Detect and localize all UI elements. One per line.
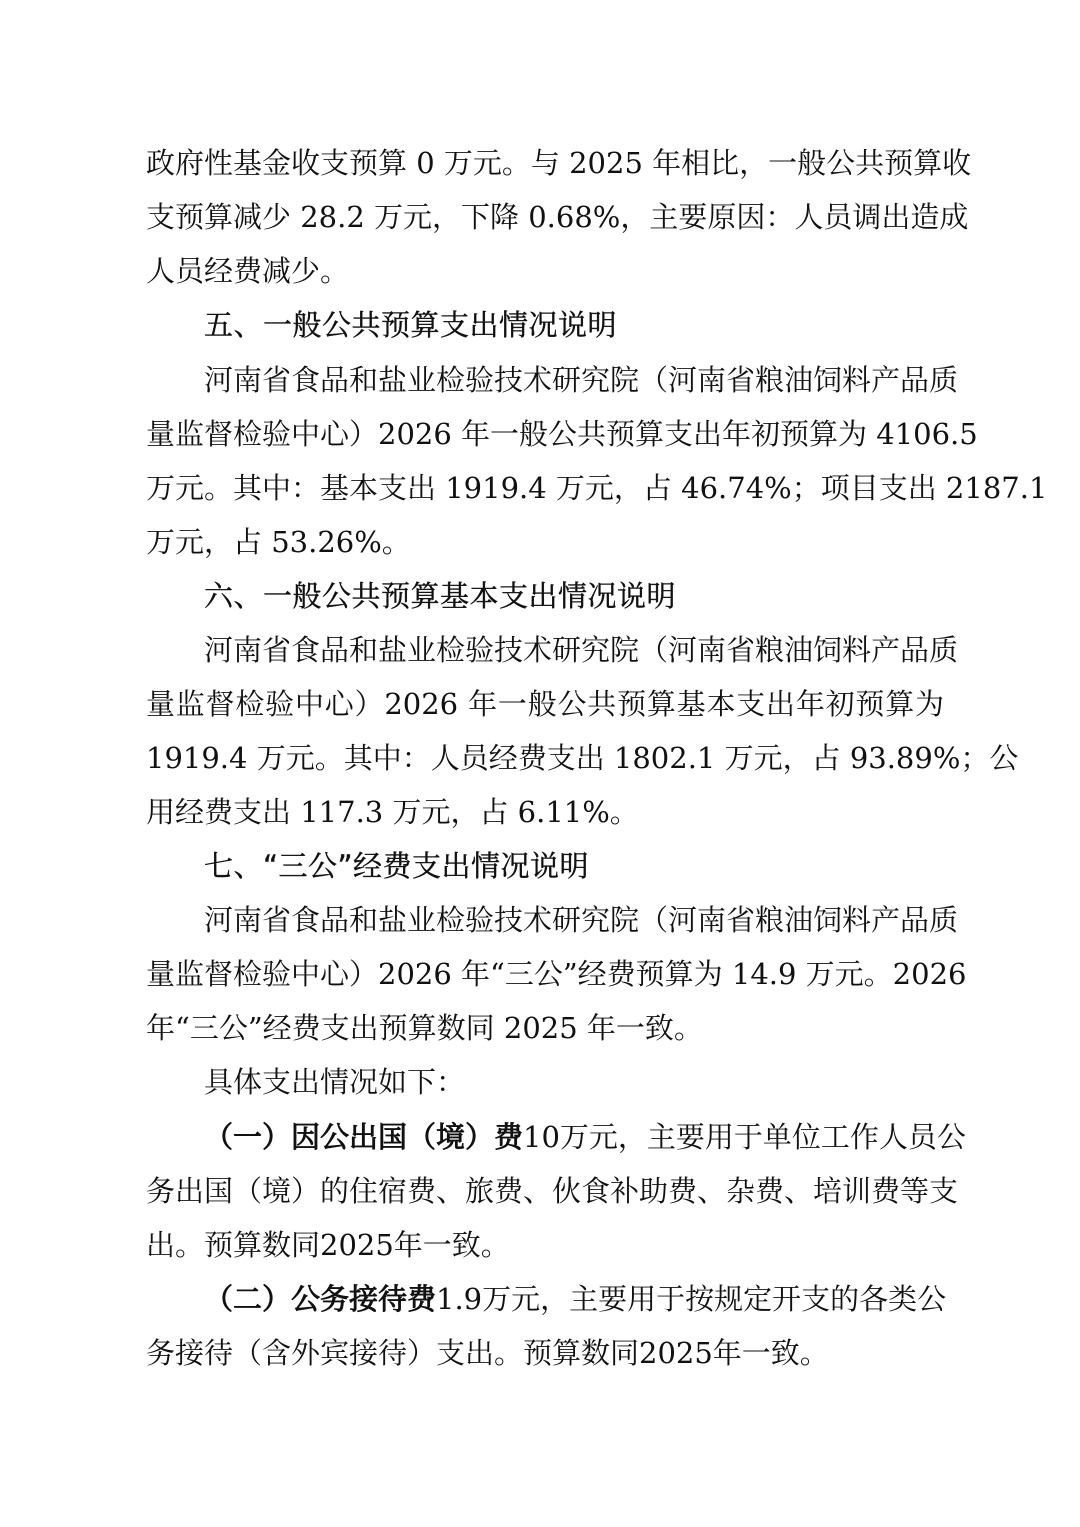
- paragraph-line: 政府性基金收支预算 0 万元。与 2025 年相比，一般公共预算收: [146, 146, 972, 180]
- section-heading-5: 五、一般公共预算支出情况说明: [204, 308, 618, 342]
- paragraph-line: 1919.4 万元。其中：人员经费支出 1802.1 万元，占 93.89%；公: [146, 741, 1019, 775]
- paragraph-line: 务接待（含外宾接待）支出。预算数同2025年一致。: [146, 1336, 829, 1370]
- item-1-label: （一）因公出国（境）费: [204, 1120, 524, 1154]
- item-2-first-line: [204, 1279, 947, 1319]
- paragraph-line: 河南省食品和盐业检验技术研究院（河南省粮油饲料产品质: [204, 363, 959, 397]
- section-heading-6: 六、一般公共预算基本支出情况说明: [204, 579, 677, 613]
- paragraph-line: 量监督检验中心）2026 年一般公共预算支出年初预算为 4106.5: [146, 417, 978, 451]
- item-2-label: （二）公务接待费: [204, 1282, 437, 1316]
- intro-line: 具体支出情况如下：: [204, 1065, 466, 1099]
- paragraph-line: 务出国（境）的住宿费、旅费、伙食补助费、杂费、培训费等支: [146, 1174, 959, 1208]
- paragraph-line: 人员经费减少。: [146, 254, 350, 288]
- paragraph-line: 量监督检验中心）2026 年一般公共预算基本支出年初预算为: [146, 687, 944, 721]
- paragraph-line: 万元。其中：基本支出 1919.4 万元，占 46.74%；项目支出 2187.1: [146, 471, 1048, 505]
- paragraph-line: 年“三公”经费支出预算数同 2025 年一致。: [146, 1011, 703, 1045]
- paragraph-line: 河南省食品和盐业检验技术研究院（河南省粮油饲料产品质: [204, 633, 959, 667]
- paragraph-line: 河南省食品和盐业检验技术研究院（河南省粮油饲料产品质: [204, 903, 959, 937]
- item-1-first-line: [204, 1117, 966, 1157]
- paragraph-line: 量监督检验中心）2026 年“三公”经费预算为 14.9 万元。2026: [146, 957, 967, 991]
- paragraph-line: 万元，占 53.26%。: [146, 525, 411, 559]
- paragraph-line: 用经费支出 117.3 万元，占 6.11%。: [146, 795, 639, 829]
- item-1-text: 10万元，主要用于单位工作人员公: [523, 1120, 966, 1154]
- section-heading-7: 七、“三公”经费支出情况说明: [204, 849, 590, 883]
- paragraph-line: 支预算减少 28.2 万元，下降 0.68%，主要原因：人员调出造成: [146, 200, 969, 234]
- item-2-text: 1.9万元，主要用于按规定开支的各类公: [436, 1282, 947, 1316]
- paragraph-line: 出。预算数同2025年一致。: [146, 1228, 510, 1262]
